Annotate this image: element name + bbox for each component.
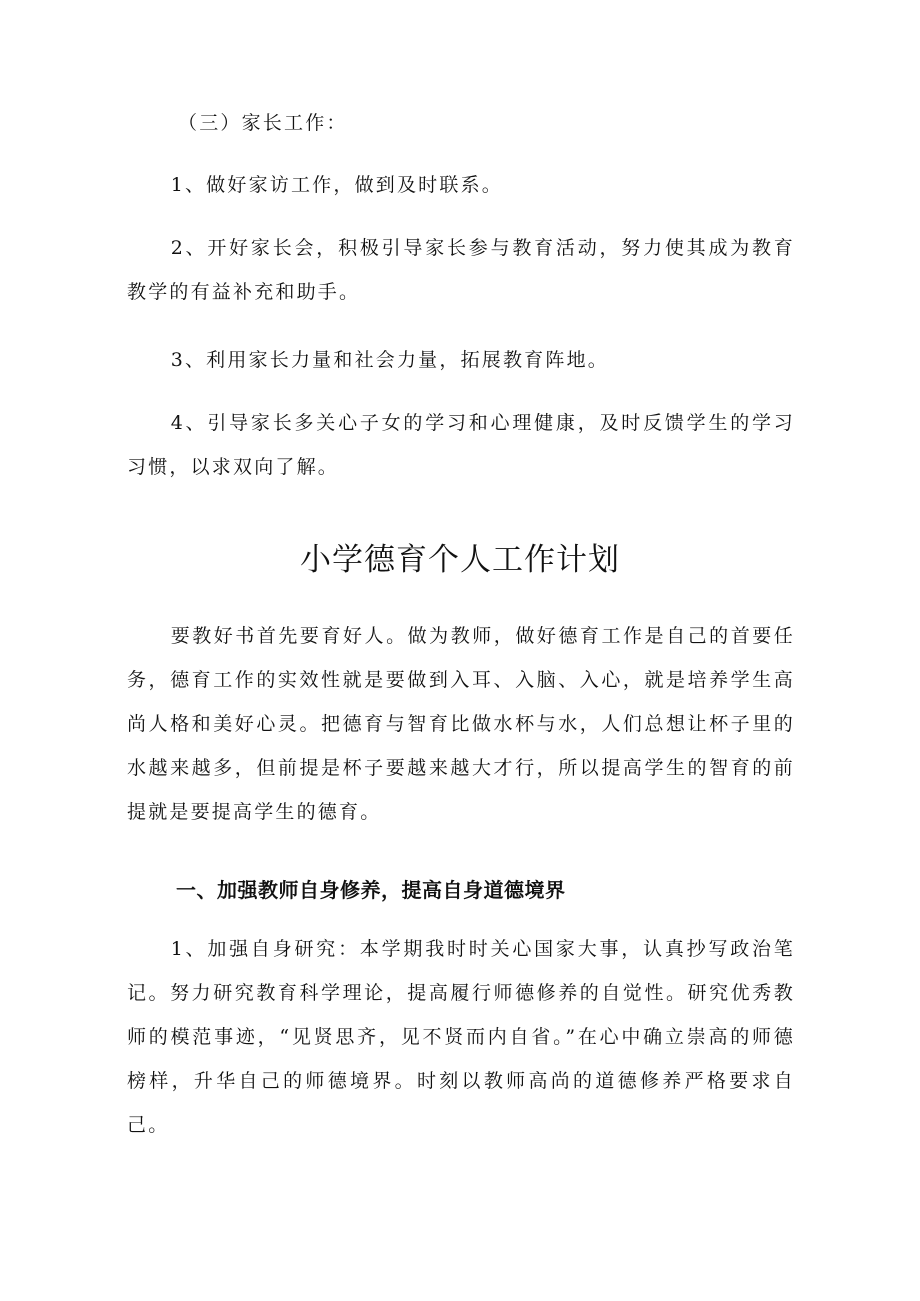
list-item: 3、利用家长力量和社会力量，拓展教育阵地。 [170, 349, 609, 371]
page-title: 小学德育个人工作计划 [300, 542, 620, 578]
section-heading-parent-work: （三）家长工作： [178, 112, 348, 134]
section-heading: 一、加强教师自身修养，提高自身道德境界 [176, 878, 566, 902]
intro-paragraph: 要教好书首先要育好人。做为教师，做好德育工作是自己的首要任务，德育工作的实效性就是要做到入耳、入脑、入心，就是培养学生高尚人格和美好心灵。把德育与智育比做水杯与水，人们总想让杯子里的水越来越多，但前提是杯子要越来越大才行，所以提高学生的智育的前提就是要提高学生的德育。 [127, 625, 795, 823]
body-paragraph: 1、加强自身研究：本学期我时时关心国家大事，认真抄写政治笔记。努力研究教育科学理论，提高履行师德修养的自觉性。研究优秀教师的模范事迹，“见贤思齐，见不贤而内自省。”在心中确立崇高的师德榜样，升华自己的师德境界。时刻以教师高尚的道德修养严格要求自己。 [127, 938, 795, 1136]
list-item: 1、做好家访工作，做到及时联系。 [170, 174, 503, 196]
list-item: 2、开好家长会，积极引导家长参与教育活动，努力使其成为教育教学的有益补充和助手。 [127, 237, 795, 303]
list-item: 4、引导家长多关心子女的学习和心理健康，及时反馈学生的学习习惯，以求双向了解。 [127, 412, 795, 478]
